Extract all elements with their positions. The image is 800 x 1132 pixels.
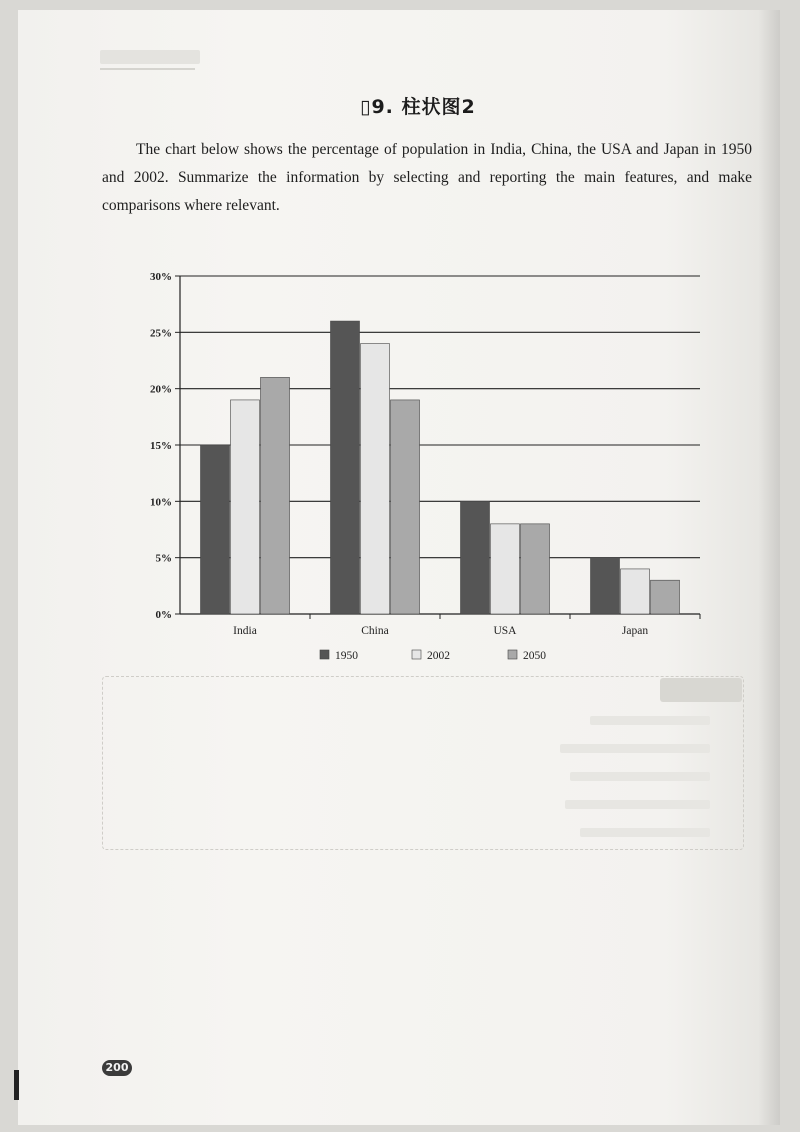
y-tick-label: 25%: [150, 327, 172, 340]
bleed-line: [560, 744, 710, 753]
page-number: 200: [102, 1060, 132, 1076]
legend-label-1950: 1950: [335, 650, 358, 662]
bleed-line: [580, 828, 710, 837]
bar-1950-japan: [591, 558, 620, 614]
legend-label-2050: 2050: [523, 650, 546, 662]
bar-2002-usa: [491, 524, 520, 614]
bar-2002-india: [231, 400, 260, 614]
faint-header-rule: [100, 68, 195, 70]
task-prompt: [102, 136, 752, 220]
faint-header-block: [100, 50, 200, 64]
page-shadow: [758, 10, 780, 1125]
bar-2002-china: [361, 344, 390, 614]
bar-2050-japan: [651, 580, 680, 614]
legend-swatch-1950: [320, 650, 329, 659]
y-tick-label: 5%: [155, 552, 172, 565]
bar-2050-india: [261, 377, 290, 614]
bleed-through-box: [102, 676, 744, 850]
y-tick-label: 0%: [155, 609, 172, 621]
legend-label-2002: 2002: [427, 650, 450, 662]
legend-swatch-2002: [412, 650, 421, 659]
y-tick-label: 30%: [150, 271, 172, 283]
y-tick-label: 15%: [150, 440, 172, 452]
y-tick-label: 20%: [150, 383, 172, 396]
x-tick-label: USA: [493, 625, 517, 637]
x-tick-label: China: [361, 625, 389, 637]
bar-chart: [140, 262, 720, 672]
legend-swatch-2050: [508, 650, 517, 659]
bar-2002-japan: [621, 569, 650, 614]
bar-2050-china: [391, 400, 420, 614]
bleed-line: [570, 772, 710, 781]
bar-1950-usa: [461, 501, 490, 614]
page-title: ▯9. 柱状图2: [360, 96, 476, 118]
x-tick-label: India: [233, 625, 257, 637]
bar-1950-india: [201, 445, 230, 614]
bleed-through-tag: [660, 678, 742, 702]
bleed-line: [590, 716, 710, 725]
bleed-line: [565, 800, 710, 809]
binding-mark: [14, 1070, 19, 1100]
x-tick-label: Japan: [621, 625, 649, 637]
y-tick-label: 10%: [150, 496, 172, 509]
task-prompt-text: The chart below shows the percentage of population in India, China, the USA and Japan in 1950 and 2002. Summarize the information by selecting and reporting the main features, and make comparisons where relevant.: [102, 141, 752, 214]
bar-1950-china: [331, 321, 360, 614]
bar-2050-usa: [521, 524, 550, 614]
